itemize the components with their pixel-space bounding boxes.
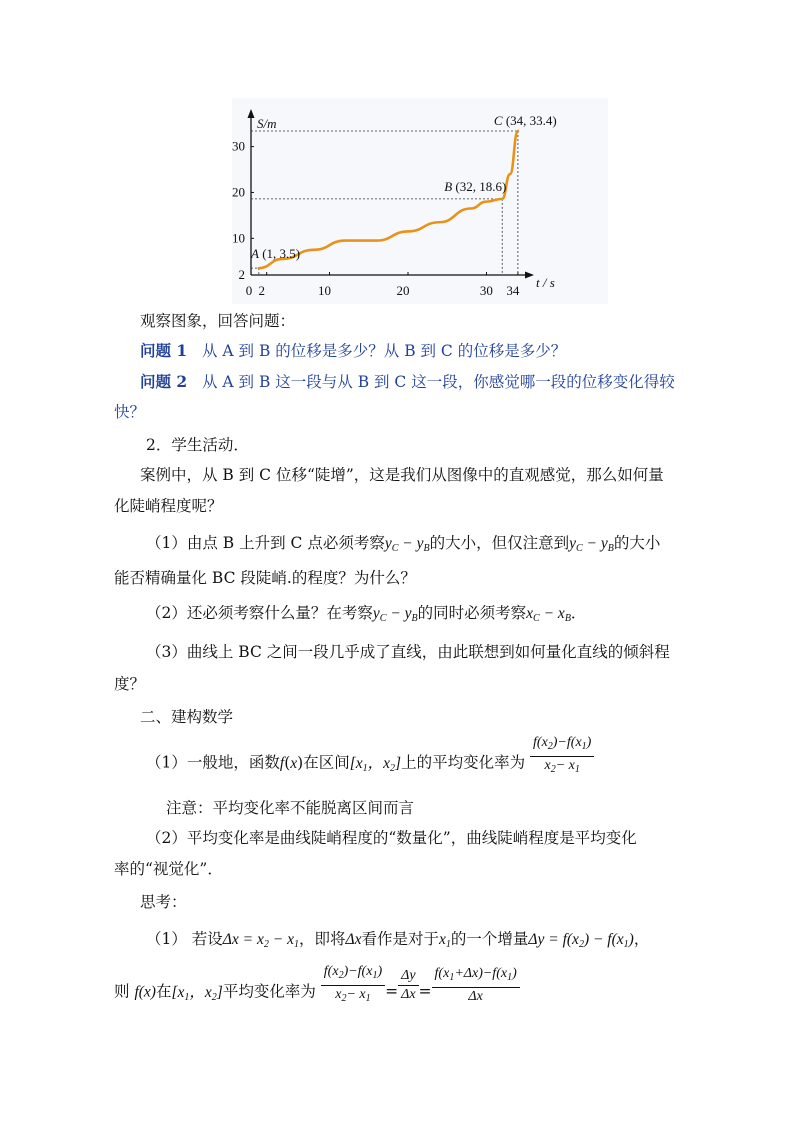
displacement-time-chart: [232, 98, 608, 304]
observe-prompt: 观察图象，回答问题：: [140, 312, 296, 330]
period: ．: [570, 604, 587, 622]
point-2: [146, 602, 586, 630]
think-heading: 思考：: [140, 893, 187, 911]
delta-x: Δx: [345, 931, 362, 948]
y-axis-label: S/m: [257, 116, 277, 131]
point-1-c: 的大小: [613, 534, 661, 552]
question-2-text: 从 A 到 B 这一段与从 B 到 C 这一段，你感觉哪一段的位移变化得较: [201, 373, 675, 391]
think-1-e: ，: [633, 930, 650, 948]
section-construct-math: 二、建构数学: [140, 708, 234, 726]
note: 注意：平均变化率不能脱离区间而言: [166, 799, 415, 817]
yc-minus-yb: $y_C - y_B$: [384, 535, 430, 554]
x-tick-20: 20: [396, 283, 410, 298]
delta-x-def: $\Delta x = x_2 - x_1$: [222, 931, 299, 950]
increment-fraction: $\frac{f(x_1+\Delta x)-f(x_1)}{\Delta x}$: [432, 965, 520, 1006]
yc-minus-yb-3: $y_C - y_B$: [372, 605, 418, 624]
delta-y-def: $\Delta y = f(x_2) - f(x_1)$: [528, 931, 634, 950]
yc-minus-yb-2: $y_C - y_B$: [569, 535, 614, 554]
question-1-label: 问题 1: [140, 341, 188, 360]
point-3-line-2: 度？: [114, 675, 146, 693]
interval-x1-x2: [$x_1$，$x_2$]: [349, 754, 402, 774]
think-1-c: 看作是对于: [361, 930, 439, 948]
construct-1-c: 上的平均变化率为: [401, 753, 526, 772]
y-tick-2: 2: [238, 267, 245, 282]
point-2-a: （2）还必须考察什么量？在考察: [146, 604, 373, 622]
case-line-2: 化陡峭程度呢？: [114, 497, 223, 515]
point-1-line-2: 能否精确量化 BC 段陡峭.的程度？为什么？: [114, 569, 416, 587]
x-tick-30: 30: [479, 283, 493, 298]
construct-1-a: （1）一般地，函数: [146, 753, 280, 772]
point-1: [146, 532, 660, 560]
x-tick-0: 0: [245, 283, 253, 298]
think-1: [146, 928, 649, 956]
construct-1-b: 在区间: [303, 753, 350, 772]
equals-2: =: [418, 982, 432, 1001]
y-tick-20: 20: [232, 184, 245, 200]
question-2: [140, 371, 675, 393]
point-2-b: 的同时必须考察: [417, 604, 527, 622]
fx-arg: (x): [284, 753, 304, 772]
fx: f: [279, 754, 285, 772]
point-label-C: C (34, 33.4): [493, 113, 557, 128]
think-2-b: 在: [155, 982, 172, 1001]
think-1-a: （1） 若设: [146, 930, 223, 948]
construct-2-line-2: 率的“视觉化”．: [114, 860, 223, 878]
question-1: [140, 340, 566, 362]
x-tick-34: 34: [506, 283, 520, 298]
chart-svg: [232, 98, 608, 304]
x-tick-2: 2: [258, 283, 265, 298]
point-label-B: B (32, 18.6): [444, 178, 507, 194]
point-3-line-1: （3）曲线上 BC 之间一段几乎成了直线，由此联想到如何量化直线的倾斜程: [146, 643, 670, 661]
think-2: [114, 964, 520, 1009]
y-tick-10: 10: [232, 230, 245, 246]
x-axis-arrow: [525, 272, 534, 279]
question-2-label: 问题 2: [140, 372, 188, 391]
construct-1: [146, 735, 594, 780]
x-tick-10: 10: [318, 283, 331, 298]
construct-2-line-1: （2）平均变化率是曲线陡峭程度的“数量化”，曲线陡峭程度是平均变化: [146, 829, 637, 847]
avg-rate-fraction-2: $\frac{f(x_2)-f(x_1)}{x_2- x_1}$: [321, 963, 385, 1008]
y-tick-30: 30: [232, 138, 245, 154]
question-2-cont: 快？: [114, 403, 146, 421]
equals-1: =: [385, 982, 399, 1001]
dy-over-dx: $\frac{\Delta y}{\Delta x}$: [398, 967, 418, 1004]
fx-2: f(x): [134, 983, 156, 1001]
section-student-activity: 2．学生活动．: [146, 436, 249, 454]
think-1-b: ，即将: [298, 930, 346, 948]
interval-x1-x2-2: [$x_1$，$x_2$]: [171, 983, 223, 1003]
point-1-a: （1）由点 B 上升到 C 点必须考察: [146, 534, 385, 552]
y-axis-arrow: [248, 109, 255, 118]
avg-rate-fraction: $\frac{f(x_2)-f(x_1)}{x_2- x_1}$: [530, 734, 594, 779]
x-axis-label: t / s: [536, 275, 555, 290]
point-1-b: 的大小，但仅注意到: [429, 534, 570, 552]
think-2-c: 平均变化率为: [222, 982, 316, 1001]
case-line-1: 案例中，从 B 到 C 位移“陡增”，这是我们从图像中的直观感觉，那么如何量: [140, 466, 664, 484]
x1: $x_1$: [438, 931, 451, 950]
xc-minus-xb: $x_C - x_B$: [526, 605, 571, 624]
point-label-A: A (1, 3.5): [251, 246, 301, 262]
think-2-a: 则: [114, 982, 130, 1001]
question-1-text: 从 A 到 B 的位移是多少？从 B 到 C 的位移是多少？: [201, 342, 567, 360]
think-1-d: 的一个增量: [450, 930, 529, 948]
